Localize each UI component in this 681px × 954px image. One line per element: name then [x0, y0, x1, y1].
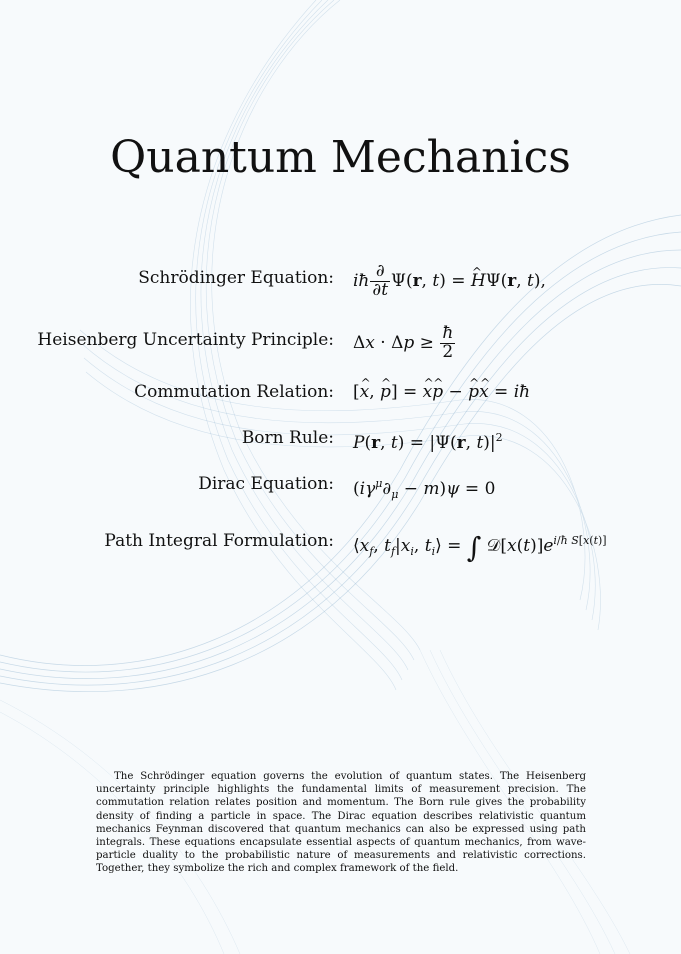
equation-row-dirac	[0, 469, 681, 499]
equation-formula: P(r, t) = |Ψ(r, $t)|^2$	[353, 431, 503, 453]
equation-row-commutation	[0, 377, 681, 407]
equation-label: Commutation Relation:	[134, 382, 334, 402]
equation-label: Heisenberg Uncertainty Principle:	[37, 330, 334, 350]
equation-row-path-integral	[0, 526, 681, 564]
equation-row-heisenberg	[0, 323, 681, 362]
equation-formula: Δx · Δp ≥ $\frac{ħ}{2}$	[353, 323, 454, 362]
equation-row-born	[0, 423, 681, 453]
equation-label: Dirac Equation:	[198, 474, 334, 494]
equation-label: Schrödinger Equation:	[138, 268, 334, 288]
equation-formula: $(i\gamma^\mu\partial_\mu - m)\psi = 0$	[353, 477, 496, 501]
equation-formula: $⟨x_f$, $t_f|x_i$, $t_i⟩$ = ∫ $𝒟[x(t)]e^{i/ħ S[x(t)]}$	[353, 531, 607, 564]
equation-label: Path Integral Formulation:	[104, 531, 334, 551]
equation-formula: iħ $\frac{\partial}{\partial t}$ Ψ(r, t) = ^ HΨ(r, t),	[353, 263, 546, 300]
description-paragraph: The Schrödinger equation governs the evolution of quantum states. The Heisenberg uncertainty principle highlights the fundamental limits of measurement precision. The commutation relation relates position and momentum. The Born rule gives the probability density of finding a particle in space. The Dirac equation describes relativistic quantum mechanics Feynman discovered that quantum mechanics can also be expressed using path integrals. These equations encapsulate essential aspects of quantum mechanics, from wave-particle duality to the probabilistic nature of measurements and relativistic corrections. Together, they symbolize the rich and complex framework of the field.	[96, 771, 586, 875]
equation-row-schrodinger	[0, 261, 681, 300]
page-title: Quantum Mechanics	[110, 132, 571, 183]
equation-formula: [^ x, ^ p] = ^ x^ p − ^ p^ x = iħ	[353, 377, 530, 407]
equation-label: Born Rule:	[241, 428, 334, 448]
